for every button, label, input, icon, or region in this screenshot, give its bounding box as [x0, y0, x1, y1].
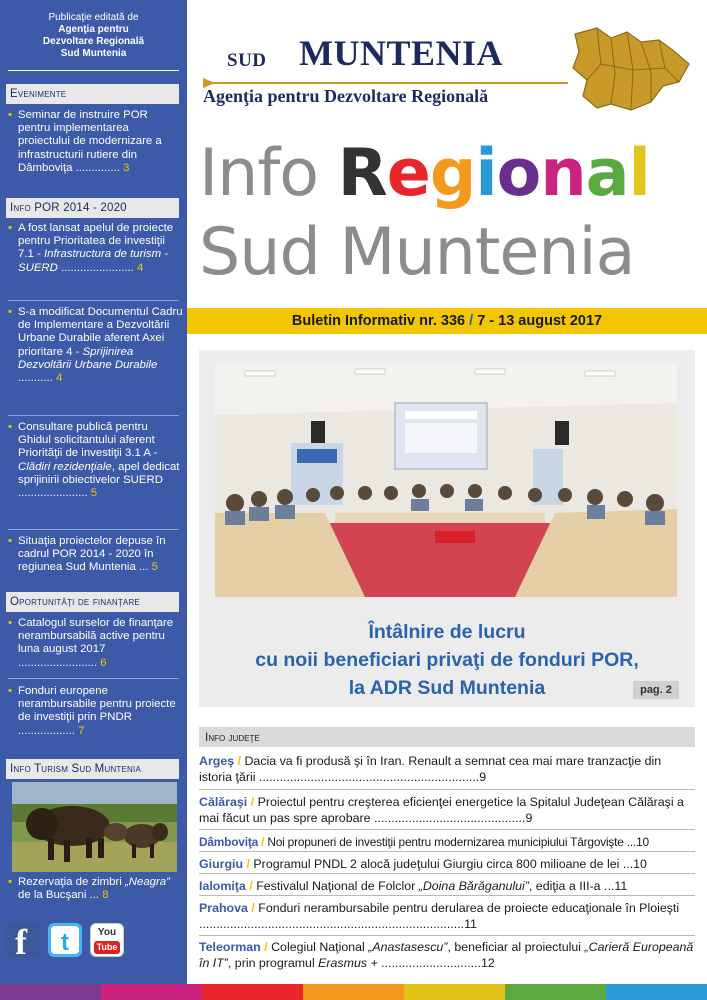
brand-sud: SUD [227, 50, 267, 71]
divider [199, 935, 695, 936]
county-item-dambovita[interactable] [199, 834, 695, 850]
divider [8, 300, 179, 301]
bullet: ▪ [8, 685, 13, 697]
slash-separator: / [249, 879, 253, 893]
page-number: 11 [614, 879, 628, 893]
page-number: 4 [55, 372, 63, 385]
feature-article[interactable] [199, 350, 695, 707]
county-name: Călăraşi [199, 795, 248, 809]
item-leader: ........... [18, 372, 53, 385]
list-item-seminar[interactable] [8, 109, 183, 175]
stripe-segment [606, 984, 707, 1000]
title-regional [338, 136, 650, 211]
page-number: 5 [151, 561, 158, 574]
county-name: Giurgiu [199, 857, 244, 871]
item-text: S-a modificat Documentul Cadru de Implementare a Dezvoltării Urbane Durabile aferent Axei prioritare 4 - [18, 306, 183, 358]
title-regional-letter: i [475, 136, 497, 211]
item-text: Situaţia proiectelor depuse în cadrul POR 2014 - 2020 în regiunea Sud Muntenia [18, 535, 166, 574]
title-regional-letter: o [496, 136, 541, 211]
item-text: Consultare publică pentru Ghidul solicitantului aferent Priorităţii de investiţii 3.1 A - [18, 421, 158, 460]
twitter-bird-graphic [48, 923, 82, 957]
slash-separator: / [246, 857, 250, 871]
meeting-photo [215, 363, 677, 597]
title-regional-letter: g [429, 136, 476, 211]
page-number: 6 [100, 656, 107, 669]
divider [199, 873, 695, 874]
stripe-segment [404, 984, 506, 1000]
list-info-por [8, 222, 183, 275]
bison-photo-graphic [12, 782, 177, 872]
list-item-fonduri-europene[interactable] [8, 685, 183, 738]
divider [199, 829, 695, 830]
bulletin-number: Buletin Informativ nr. 336 [291, 313, 466, 329]
brand-muntenia: MUNTENIA [299, 33, 504, 73]
meeting-photo-graphic [215, 363, 677, 597]
county-item-arges[interactable] [199, 753, 695, 785]
item-text-italic: Infrastructura de turism - SUERD [18, 248, 169, 274]
county-item-calarasi[interactable] [199, 794, 695, 826]
feature-headline-line-3: la ADR Sud Muntenia [348, 677, 546, 699]
item-text-cont: , apel dedicat sprijinirii obiectivelor SUERD [18, 460, 180, 486]
section-header-turism: Info Turism Sud Muntenia [6, 759, 179, 779]
item-leader: ............................. [377, 956, 481, 970]
county-name: Prahova [199, 901, 248, 915]
youtube-label-bottom: Tube [94, 941, 120, 954]
list-oportunitati [8, 617, 183, 670]
stripe-segment [505, 984, 607, 1000]
region-map-logo [567, 24, 692, 116]
stripe-segment [101, 984, 203, 1000]
bulletin-separator: / [465, 313, 478, 329]
youtube-label-top: You [97, 927, 117, 938]
item-text: Rezervaţia de zimbri [18, 876, 125, 888]
item-text: A fost lansat apelul de proiecte pentru Prioritatea de investiţii 7.1 - [18, 222, 174, 261]
item-text-cont: de la Bucşani [18, 889, 87, 902]
item-text-italic: „Anastasescu” [368, 940, 448, 954]
bullet: ▪ [8, 617, 13, 629]
title-regional-letter: l [628, 136, 650, 211]
feature-headline-line-1: Întâlnire de lucru [368, 621, 526, 643]
item-text: Festivalul Naţional de Folclor [256, 879, 419, 893]
county-item-ialomita[interactable] [199, 878, 695, 894]
item-text: Fonduri europene nerambursabile pentru proiecte de investiţii prin PNDR [18, 685, 176, 724]
item-text-italic: „Neagra” [124, 876, 170, 888]
item-leader: ...................... [18, 487, 88, 500]
list-oportunitati-2 [8, 685, 183, 738]
item-leader: ................................................................ [255, 770, 480, 784]
feature-page-reference[interactable]: pag. 2 [633, 681, 679, 699]
color-stripe [0, 984, 707, 1000]
bulletin-info [187, 308, 707, 334]
youtube-icon[interactable] [90, 923, 124, 957]
divider [199, 895, 695, 896]
list-item-apel[interactable] [8, 222, 183, 275]
item-text-cont: , beneficiar al proiectului [447, 940, 585, 954]
bulletin-bar [187, 308, 707, 334]
county-section-header: Info judeţe [199, 727, 695, 747]
item-leader: ... [86, 889, 100, 902]
title-line-1 [199, 135, 650, 213]
stripe-segment [0, 984, 102, 1000]
publisher-credit [6, 12, 181, 60]
list-turism [8, 876, 183, 902]
page-number: 12 [481, 956, 495, 970]
page-number: 7 [78, 724, 85, 737]
divider [8, 529, 179, 530]
item-text-italic-2: „Carieră Europeană în IT” [199, 940, 694, 970]
list-item-situatia[interactable] [8, 535, 183, 575]
section-header-evenimente: Evenimente [6, 84, 179, 104]
page-number: 10 [636, 835, 649, 849]
feature-headline[interactable] [199, 618, 695, 702]
bullet: ▪ [8, 421, 13, 433]
county-name: Ialomiţa [199, 879, 246, 893]
bullet: ▪ [8, 876, 13, 888]
divider [8, 415, 179, 416]
divider [8, 70, 179, 71]
county-name: Teleorman [199, 940, 261, 954]
item-text-italic: Clădiri rezidenţiale [18, 460, 112, 473]
divider [8, 678, 179, 679]
item-text: Seminar de instruire POR pentru implementarea proiectului de modernizare a infrastructurii rutiere din Dâmboviţa [18, 109, 162, 174]
bullet: ▪ [8, 222, 13, 234]
item-text-italic: Sprijinirea Dezvoltării Urbane Durabile [18, 345, 158, 371]
slash-separator: / [261, 835, 265, 849]
facebook-glyph: f [15, 922, 27, 962]
title-line-2: Sud Muntenia [199, 215, 635, 290]
item-text: Colegiul Naţional [271, 940, 369, 954]
county-name: Dâmboviţa [199, 835, 258, 849]
social-links [6, 923, 126, 963]
divider [199, 851, 695, 852]
item-text: Dacia va fi produsă şi în Iran. Renault a semnat cea mai mare tranzacţie din istoria ţării [199, 754, 662, 784]
title-regional-letter: e [386, 136, 430, 211]
slash-separator: / [264, 940, 268, 954]
list-item-catalogul[interactable] [8, 617, 183, 670]
bullet: ▪ [8, 535, 13, 547]
item-text: Proiectul pentru creşterea eficienţei energetice la Spitalul Judeţean Călăraşi a mai făcut un pas spre aprobare [199, 795, 684, 825]
list-item-consultare[interactable] [8, 421, 183, 500]
svg-text:t: t [61, 929, 69, 956]
item-text-italic: „Doina Bărăganului” [418, 879, 529, 893]
page-number: 11 [464, 917, 477, 931]
twitter-icon[interactable] [48, 923, 82, 957]
item-leader: .............. [72, 161, 120, 174]
title-info: Info [199, 136, 338, 211]
county-item-prahova[interactable] [199, 900, 695, 932]
item-text-italic-3: Erasmus + [318, 956, 378, 970]
page-number: 9 [479, 770, 487, 784]
item-leader: ... [619, 857, 634, 871]
slash-separator: / [251, 901, 255, 915]
item-leader: ... [600, 879, 615, 893]
page-number: 5 [90, 487, 98, 500]
county-name: Argeş [199, 754, 235, 768]
item-text-cont-2: , prin programul [227, 956, 319, 970]
bulletin-date: 7 - 13 august 2017 [477, 313, 603, 329]
title-regional-letter: R [337, 136, 387, 211]
bullet: ▪ [8, 109, 13, 121]
item-leader: ... [623, 835, 637, 849]
item-leader: ......................... [18, 656, 98, 669]
slash-separator: / [250, 795, 255, 809]
item-leader: ............................................................................. [199, 917, 465, 931]
item-text: Noi propuneri de investiţii pentru modernizarea municipiului Târgovişte [267, 835, 624, 849]
facebook-icon[interactable] [6, 922, 40, 962]
list-info-por-3 [8, 421, 183, 500]
slash-separator: / [237, 754, 242, 768]
item-text: Catalogul surselor de finanţare nerambursabilă active pentru luna august 2017 [18, 617, 174, 656]
list-info-por-2 [8, 306, 183, 385]
masthead [195, 24, 695, 124]
item-text-cont: , ediţia a III-a [528, 879, 601, 893]
county-item-giurgiu[interactable] [199, 856, 695, 872]
divider [199, 789, 695, 790]
page-number: 3 [123, 161, 130, 174]
title-regional-letter: n [540, 136, 586, 211]
feature-headline-line-2: cu noii beneficiari privaţi de fonduri POR, [255, 649, 639, 671]
brand-agency: Agenţia pentru Dezvoltare Regională [203, 86, 489, 106]
page-number: 8 [102, 889, 109, 902]
county-item-teleorman[interactable] [199, 939, 695, 971]
publisher-prefix: Publicaţie editată de [48, 12, 139, 23]
publisher-name-line-2: Dezvoltare Regională [42, 36, 145, 47]
bison-photo [12, 782, 177, 872]
stripe-segment [202, 984, 304, 1000]
page-number: 4 [137, 261, 144, 274]
stripe-segment [303, 984, 405, 1000]
item-text: Programul PNDL 2 alocă judeţului Giurgiu circa 800 milioane de lei [253, 857, 620, 871]
publisher-name-line-3: Sud Muntenia [60, 48, 127, 59]
item-leader: .................. [18, 724, 75, 737]
list-item-document-cadru[interactable] [8, 306, 183, 385]
publisher-name-line-1: Agenţia pentru [58, 24, 129, 35]
page-number: 10 [633, 857, 647, 871]
item-leader: ....................... [57, 261, 134, 274]
item-leader: ... [135, 561, 149, 574]
title-regional-letter: a [585, 136, 629, 211]
section-header-info-por: Info POR 2014 - 2020 [6, 198, 179, 218]
list-evenimente [8, 109, 183, 175]
bullet: ▪ [8, 306, 13, 318]
sidebar [0, 0, 187, 984]
section-header-oportunitati: Oportunităţi de finanţare [6, 592, 179, 612]
list-item-rezervatia[interactable] [8, 876, 183, 902]
page-number: 9 [525, 811, 533, 825]
item-leader: ............................................ [370, 811, 526, 825]
list-info-por-4 [8, 535, 183, 575]
item-text: Fonduri nerambursabile pentru derularea de proiecte educaţionale în Ploieşti [258, 901, 680, 915]
